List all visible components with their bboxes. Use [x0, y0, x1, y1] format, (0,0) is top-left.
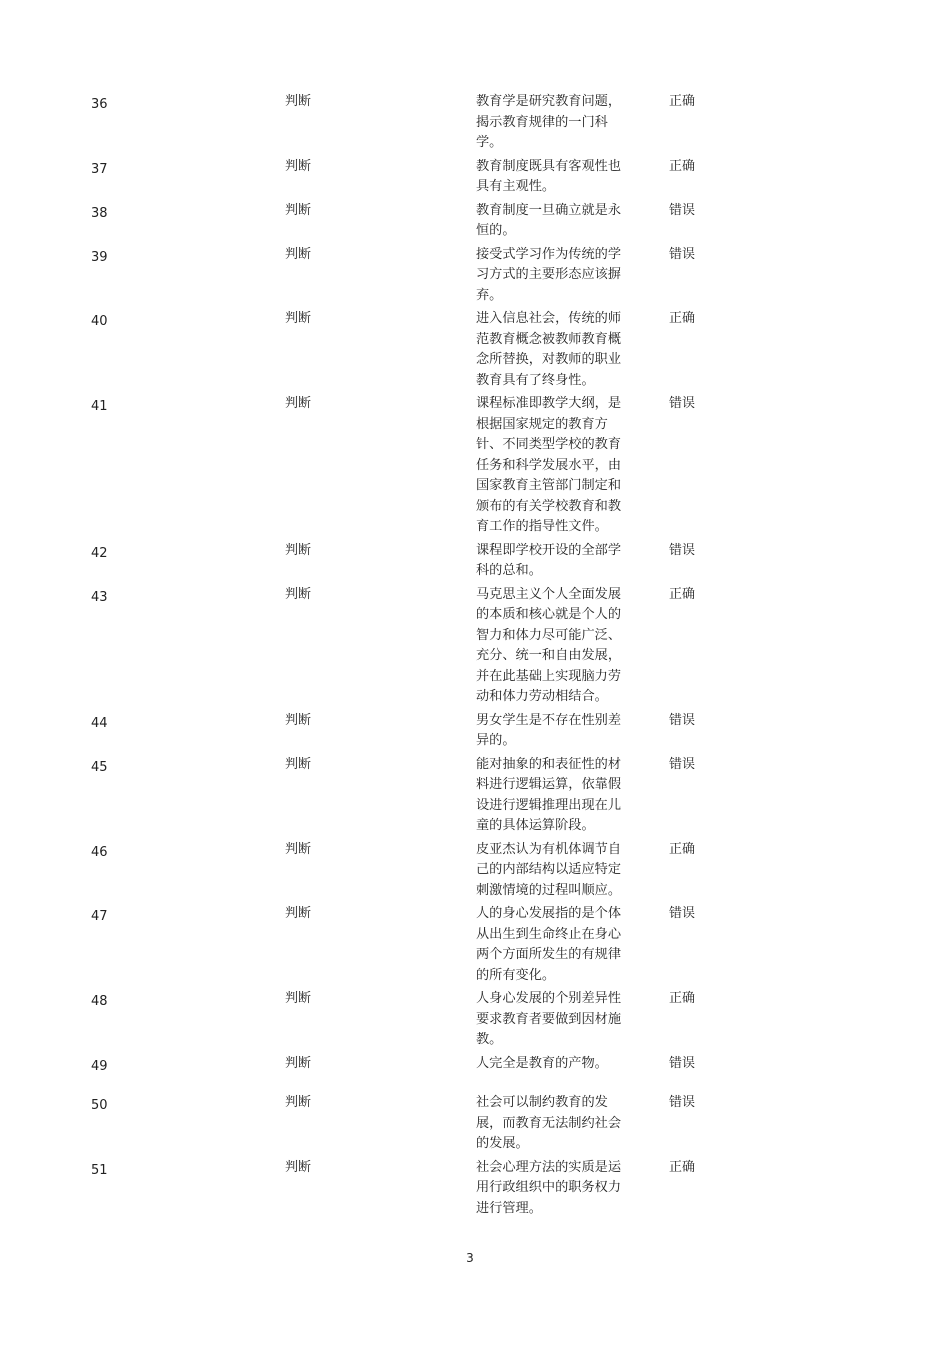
question-text: 人的身心发展指的是个体从出生到生命终止在身心两个方面所发生的有规律的所有变化。	[476, 906, 622, 983]
question-answer: 错误	[669, 542, 696, 558]
question-number: 49	[91, 1058, 108, 1074]
question-text: 接受式学习作为传统的学习方式的主要形态应该摒弃。	[476, 246, 622, 303]
question-answer: 错误	[669, 756, 696, 772]
question-answer: 正确	[669, 1159, 696, 1175]
question-type: 判断	[285, 841, 312, 857]
question-answer: 错误	[669, 246, 696, 262]
question-type: 判断	[285, 991, 312, 1006]
table-row	[0, 1054, 950, 1094]
question-number: 48	[91, 994, 108, 1009]
question-answer: 正确	[669, 991, 696, 1006]
question-type: 判断	[285, 1095, 312, 1110]
question-answer: 错误	[669, 202, 696, 218]
question-type: 判断	[285, 396, 312, 411]
question-text: 马克思主义个人全面发展的本质和核心就是个人的智力和体力尽可能广泛、充分、统一和自由发展，并在此基础上实现脑力劳动和体力劳动相结合。	[476, 586, 622, 704]
question-table	[0, 92, 950, 1222]
question-number: 41	[91, 399, 108, 414]
question-type: 判断	[285, 906, 312, 921]
question-type: 判断	[285, 756, 312, 772]
table-row	[0, 1158, 950, 1223]
question-text: 教育学是研究教育问题，揭示教育规律的一门科学。	[476, 94, 622, 150]
question-type: 判断	[285, 246, 312, 262]
question-text: 教育制度一旦确立就是永恒的。	[476, 202, 622, 238]
question-answer: 错误	[669, 396, 696, 411]
question-type: 判断	[285, 158, 312, 174]
question-number: 37	[91, 161, 108, 177]
question-number: 38	[91, 205, 108, 221]
question-number: 45	[91, 759, 108, 775]
question-number: 40	[91, 314, 108, 329]
table-row	[0, 755, 950, 840]
table-row	[0, 1093, 950, 1158]
question-answer: 正确	[669, 94, 696, 109]
table-row	[0, 711, 950, 755]
question-answer: 错误	[669, 906, 696, 921]
question-type: 判断	[285, 311, 312, 326]
question-number: 36	[91, 97, 108, 112]
table-row	[0, 585, 950, 711]
question-answer: 错误	[669, 1055, 696, 1071]
question-answer: 正确	[669, 841, 696, 857]
table-row	[0, 840, 950, 905]
question-type: 判断	[285, 542, 312, 558]
question-answer: 正确	[669, 158, 696, 174]
table-row	[0, 394, 950, 541]
question-number: 42	[91, 545, 108, 561]
question-text: 教育制度既具有客观性也具有主观性。	[476, 158, 622, 194]
question-number: 43	[91, 589, 108, 605]
question-number: 46	[91, 844, 108, 860]
question-number: 50	[91, 1098, 108, 1113]
question-type: 判断	[285, 712, 312, 728]
page-number: 3	[466, 1251, 474, 1265]
question-answer: 错误	[669, 1095, 696, 1110]
table-row	[0, 201, 950, 245]
table-row	[0, 309, 950, 394]
question-answer: 正确	[669, 311, 696, 326]
table-row	[0, 245, 950, 310]
question-type: 判断	[285, 586, 312, 602]
question-text: 能对抽象的和表征性的材料进行逻辑运算，依靠假设进行逻辑推理出现在儿童的具体运算阶段。	[476, 756, 622, 833]
question-text: 社会可以制约教育的发展，而教育无法制约社会的发展。	[476, 1095, 622, 1151]
question-type: 判断	[285, 94, 312, 109]
question-number: 47	[91, 909, 108, 924]
question-type: 判断	[285, 1159, 312, 1175]
question-number: 51	[91, 1162, 108, 1178]
question-text: 人身心发展的个别差异性要求教育者要做到因材施教。	[476, 991, 622, 1047]
question-answer: 错误	[669, 712, 696, 728]
question-number: 44	[91, 715, 108, 731]
table-row	[0, 92, 950, 157]
table-row	[0, 157, 950, 201]
question-text: 皮亚杰认为有机体调节自己的内部结构以适应特定刺激情境的过程叫顺应。	[476, 841, 622, 898]
question-text: 人完全是教育的产物。	[476, 1055, 608, 1071]
table-row	[0, 541, 950, 585]
question-text: 男女学生是不存在性别差异的。	[476, 712, 622, 748]
question-type: 判断	[285, 202, 312, 218]
question-answer: 正确	[669, 586, 696, 602]
question-text: 社会心理方法的实质是运用行政组织中的职务权力进行管理。	[476, 1159, 622, 1216]
question-type: 判断	[285, 1055, 312, 1071]
table-row	[0, 904, 950, 989]
question-text: 课程即学校开设的全部学科的总和。	[476, 542, 622, 578]
question-text: 课程标准即教学大纲，是根据国家规定的教育方针、不同类型学校的教育任务和科学发展水平，由国家教育主管部门制定和颁布的有关学校教育和教育工作的指导性文件。	[476, 396, 622, 534]
question-number: 39	[91, 249, 108, 265]
question-text: 进入信息社会，传统的师范教育概念被教师教育概念所替换，对教师的职业教育具有了终身性。	[476, 311, 622, 388]
table-row	[0, 989, 950, 1054]
